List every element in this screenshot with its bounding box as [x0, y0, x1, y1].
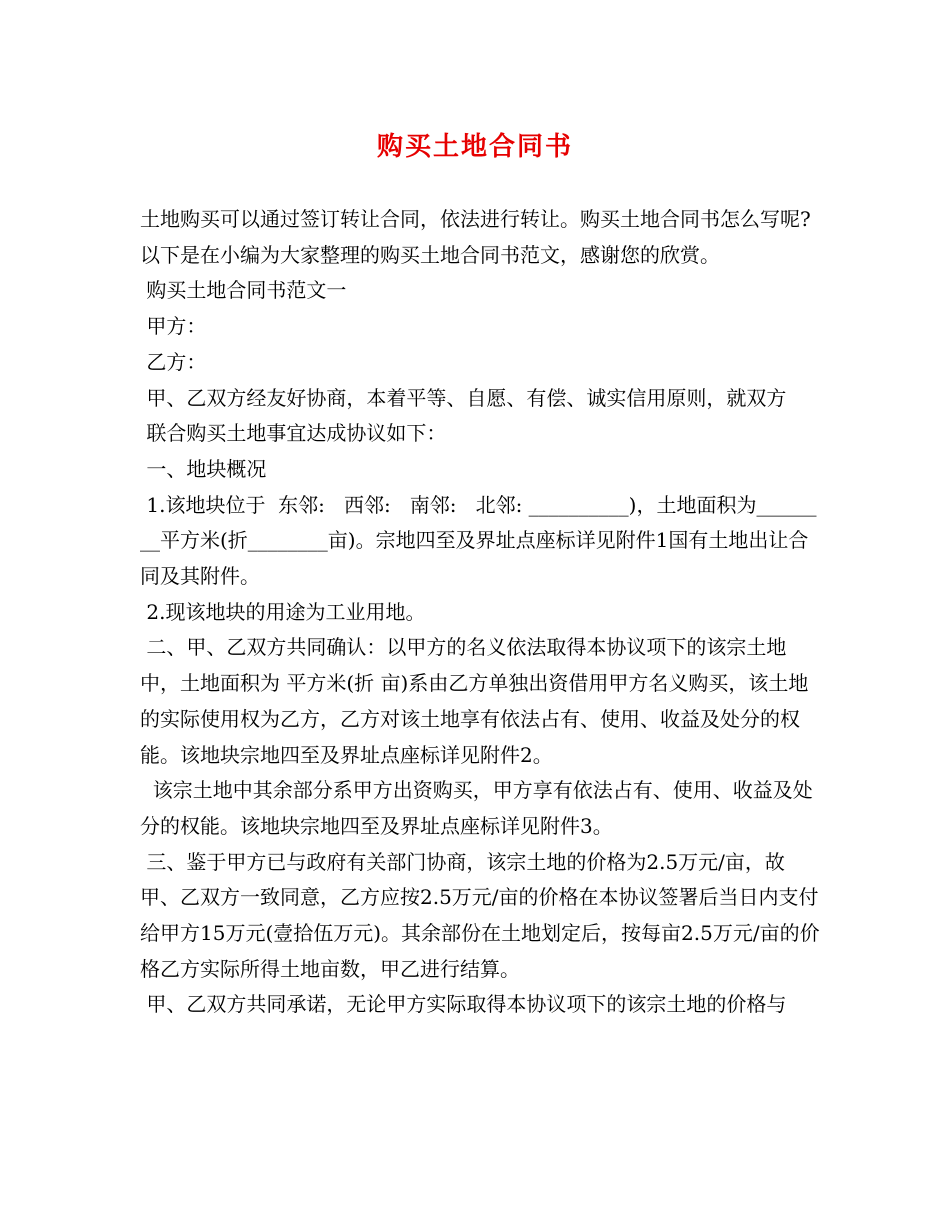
paragraph-clause-2: 二、甲、乙双方共同确认：以甲方的名义依法取得本协议项下的该宗土地中，土地面积为 平方米(折 亩)系由乙方单独出资借用甲方名义购买，该土地的实际使用权为乙方，乙方对该土地享有依法占有、使用、收益及处分的权能。该地块宗地四至及界址点座标详见附件2。 [140, 635, 809, 767]
paragraph-sample-heading: 购买土地合同书范文一 [140, 278, 347, 303]
paragraph-party-b: 乙方： [140, 349, 207, 374]
paragraph-party-a: 甲方： [140, 314, 207, 339]
paragraph-clause-2-remainder: 该宗土地中其余部分系甲方出资购买，甲方享有依法占有、使用、收益及处分的权能。该地块宗地四至及界址点座标详见附件3。 [140, 778, 813, 838]
paragraph-clause-3: 三、鉴于甲方已与政府有关部门协商，该宗土地的价格为2.5万元/亩，故甲、乙双方一致同意，乙方应按2.5万元/亩的价格在本协议签署后当日内支付给甲方15万元(壹拾伍万元)。其余部份在土地划定后，按每亩2.5万元/亩的价格乙方实际所得土地亩数，甲乙进行结算。 [140, 849, 820, 981]
document-title: 购买土地合同书 [376, 132, 573, 162]
paragraph-clause-1-1: 1.该地块位于 东邻: 西邻: 南邻: 北邻: __________)，土地面积为________平方米(折________亩)。宗地四至及界址点座标详见附件1国有土地出让合同及其附件。 [140, 492, 817, 589]
section-heading-plot-overview: 一、地块概况 [140, 456, 267, 481]
document-body [140, 202, 820, 1023]
paragraph-joint-commitment: 甲、乙双方共同承诺，无论甲方实际取得本协议项下的该宗土地的价格与 [140, 992, 787, 1017]
paragraph-preamble: 甲、乙双方经友好协商，本着平等、自愿、有偿、诚实信用原则，就双方 [140, 385, 787, 410]
paragraph-agreement-intro: 联合购买土地事宜达成协议如下： [140, 421, 447, 446]
paragraph-clause-1-2: 2.现该地块的用途为工业用地。 [140, 599, 426, 624]
paragraph-intro: 土地购买可以通过签订转让合同，依法进行转让。购买土地合同书怎么写呢?以下是在小编为大家整理的购买土地合同书范文，感谢您的欣赏。 [140, 207, 811, 267]
